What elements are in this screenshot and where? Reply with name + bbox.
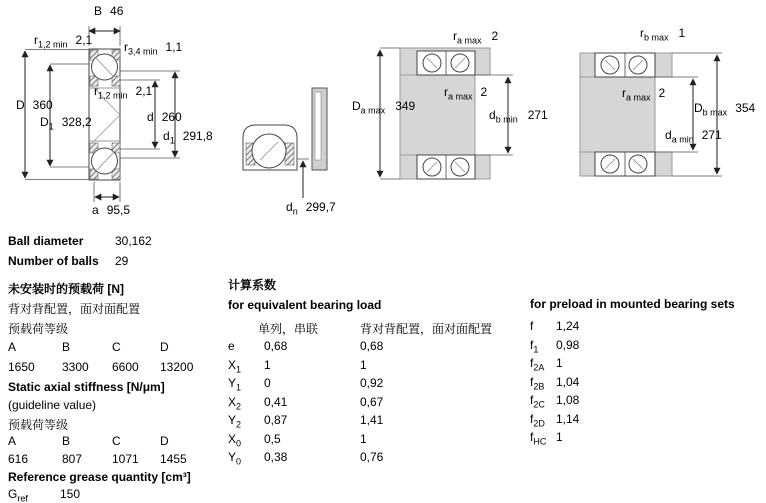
calc-row-Y2: $Y_2$ 0,87 1,41 <box>228 413 384 430</box>
abutment-snap-ring-diagram <box>235 80 355 220</box>
dim-label-rb-max: $r_{b max}$ 1 <box>640 26 686 43</box>
preload-factors-title: for preload in mounted bearing sets <box>530 297 735 311</box>
calc-row-X2: $X_2$ 0,41 0,67 <box>228 394 384 411</box>
calc-section-subtitle: for equivalent bearing load <box>228 298 382 312</box>
number-of-balls-label: Number of balls <box>8 254 99 268</box>
dim-label-da-min: $d_{a min}$ 271 <box>665 128 722 145</box>
dim-label-Db-max: $D_{b max}$ 354 <box>694 101 756 118</box>
dim-label-r34-min: $r_{3,4 min}$ 1,1 <box>124 40 183 57</box>
factor-row-fHC: $f_{HC}$ 1 <box>530 430 563 447</box>
gref-label: $G_{ref}$ <box>8 487 28 503</box>
preload-section-title: 未安装时的预载荷 [N] <box>8 282 124 296</box>
calc-row-X0: $X_0$ 0,5 1 <box>228 431 367 448</box>
factor-row-f1: $f_1$ 0,98 <box>530 337 580 354</box>
dim-label-r12-min-mid: $r_{1,2 min}$ 2,1 <box>94 84 153 101</box>
stiffness-class-header-row: A B C D <box>8 434 169 448</box>
dim-label-r12-min-top: $r_{1,2 min}$ 2,1 <box>34 33 93 50</box>
dim-label-d1: $d_1$ 291,8 <box>163 129 213 146</box>
dim-label-db-min: $d_{b min}$ 271 <box>489 108 548 125</box>
calc-row-Y0: $Y_0$ 0,38 0,76 <box>228 450 384 467</box>
left-data-column <box>8 234 224 503</box>
stiffness-values-row: 616 807 1071 1455 <box>8 452 187 466</box>
preload-arrangement-note: 背对背配置，面对面配置 <box>8 302 141 316</box>
factor-row-f2A: $f_{2A}$ 1 <box>530 356 563 373</box>
preload-values-row: 1650 3300 6600 13200 <box>8 360 194 374</box>
factor-row-f2C: $f_{2C}$ 1,08 <box>530 393 580 410</box>
grease-value-row <box>8 487 224 503</box>
preload-class-label: 预载荷等级 <box>8 322 69 336</box>
calc-row-X1: $X_1$ 1 1 <box>228 357 367 374</box>
dim-label-B: B 46 <box>94 4 124 18</box>
ball-diameter-value: 30,162 <box>115 234 152 248</box>
dim-label-D1: $D_1$ 328,2 <box>40 115 92 132</box>
stiffness-class-label: 预载荷等级 <box>8 418 69 432</box>
stiffness-note: (guideline value) <box>8 398 97 412</box>
factor-row-f2B: $f_{2B}$ 1,04 <box>530 374 580 391</box>
number-of-balls-value: 29 <box>115 254 129 268</box>
calc-section-title: 计算系数 <box>228 278 277 292</box>
dim-label-ra-max-top: $r_{a max}$ 2 <box>453 29 499 46</box>
gref-value: 150 <box>60 487 81 501</box>
preload-class-header-row: A B C D <box>8 340 169 354</box>
dim-label-ra-max-mid-left: $r_{a max}$ 2 <box>444 85 488 102</box>
calc-header-row <box>228 320 528 339</box>
calc-row-e: e 0,68 0,68 <box>228 339 384 353</box>
dim-label-D: D 360 <box>16 98 53 112</box>
dim-label-a: a 95,5 <box>92 203 131 217</box>
factor-row-f2D: $f_{2D}$ 1,14 <box>530 411 580 428</box>
spec-row-ball-diameter <box>8 234 224 254</box>
ball-diameter-label: Ball diameter <box>8 234 84 248</box>
factor-row-f: f 1,24 <box>530 319 580 333</box>
spec-row-number-of-balls <box>8 254 224 274</box>
calc-col1-header: 单列，串联 <box>258 322 319 336</box>
dim-label-dn: $d_n$ 299,7 <box>286 200 336 217</box>
calc-col2-header: 背对背配置，面对面配置 <box>360 322 493 336</box>
grease-section-title: Reference grease quantity [cm³] <box>8 470 191 484</box>
dim-label-d: d 260 <box>147 110 182 124</box>
calc-row-Y1: $Y_1$ 0 0,92 <box>228 376 384 393</box>
dim-label-Da-max: $D_{a max}$ 349 <box>352 99 416 116</box>
dim-label-ra-max-mid-right: $r_{a max}$ 2 <box>622 86 666 103</box>
preload-factors-column <box>530 297 760 449</box>
calculation-factors-column <box>228 276 528 469</box>
stiffness-section-title: Static axial stiffness [N/μm] <box>8 380 165 394</box>
